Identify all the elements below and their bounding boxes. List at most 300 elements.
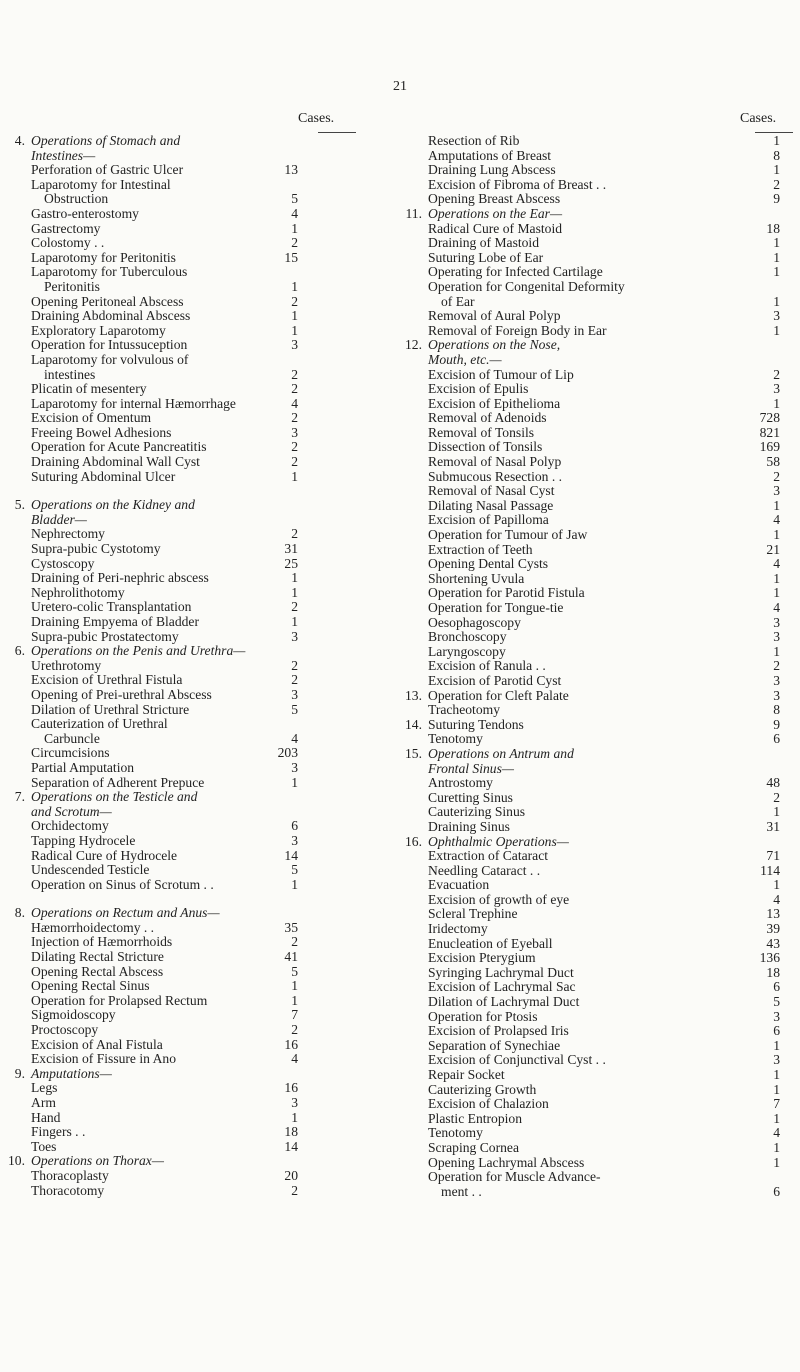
- operation-row: [405, 732, 797, 747]
- right-rows: [405, 134, 797, 1199]
- operation-label: Nephrectomy: [31, 526, 105, 542]
- operation-label: of Ear: [441, 293, 475, 309]
- case-count: 6: [291, 818, 298, 834]
- left-column-header: [8, 112, 400, 134]
- operation-row: [8, 921, 400, 936]
- operation-row: [405, 484, 797, 499]
- operation-label: Laparotomy for Tuberculous: [31, 264, 188, 280]
- operation-row: [8, 222, 400, 237]
- operation-label: Opening of Prei-urethral Abscess: [31, 686, 212, 702]
- operation-label: Excision of Conjunctival Cyst . .: [428, 1052, 606, 1068]
- case-count: 1: [773, 1139, 780, 1155]
- operation-label: Draining of Mastoid: [428, 235, 540, 251]
- operation-row: [8, 571, 400, 586]
- operation-row: [8, 368, 400, 383]
- operation-row: [8, 1008, 400, 1023]
- section-heading: [8, 1154, 400, 1169]
- case-count: 2: [291, 381, 298, 397]
- case-count: 1: [773, 395, 780, 411]
- operation-row: [405, 134, 797, 149]
- case-count: 48: [766, 775, 780, 791]
- operation-row: [8, 819, 400, 834]
- operation-label: Nephrolithotomy: [31, 584, 125, 600]
- operation-row: [405, 1112, 797, 1127]
- case-count: 1: [291, 570, 298, 586]
- case-count: 3: [291, 337, 298, 353]
- operation-label: Urethrotomy: [31, 657, 102, 673]
- section-heading: [405, 207, 797, 222]
- section-title: Operations on the Nose,: [428, 337, 561, 353]
- operation-row: [405, 528, 797, 543]
- case-count: 1: [291, 278, 298, 294]
- section-number: 9.: [14, 1065, 25, 1081]
- section-title: Operations on Rectum and Anus—: [31, 905, 220, 921]
- operation-label: Operation for Parotid Fistula: [428, 585, 585, 601]
- operation-row: [405, 513, 797, 528]
- operation-label: Hæmorrhoidectomy . .: [31, 919, 155, 935]
- case-count: 1: [291, 978, 298, 994]
- section-title: Amputations—: [31, 1065, 112, 1081]
- cases-heading-right: Cases.: [740, 111, 777, 126]
- operation-label: Excision of Epithelioma: [428, 395, 561, 411]
- case-count: 2: [773, 366, 780, 382]
- operation-label: Perforation of Gastric Ulcer: [31, 162, 184, 178]
- operation-label: Draining of Peri-nephric abscess: [31, 570, 209, 586]
- operation-label: Excision Pterygium: [428, 950, 536, 966]
- operation-label: Operation for Tumour of Jaw: [428, 527, 588, 543]
- operation-row: [405, 368, 797, 383]
- operation-label: Cauterizing Growth: [428, 1081, 537, 1097]
- operation-row: [8, 776, 400, 791]
- case-count: 58: [766, 454, 780, 470]
- operation-label: Toes: [31, 1138, 57, 1154]
- case-count: 71: [766, 848, 780, 864]
- operation-row: [405, 995, 797, 1010]
- case-count: 8: [773, 702, 780, 718]
- section-number: 8.: [14, 905, 25, 921]
- section-heading: [8, 906, 400, 921]
- case-count: 1: [773, 235, 780, 251]
- operation-label: Excision of Epulis: [428, 381, 529, 397]
- operation-row: [405, 382, 797, 397]
- operation-row: [405, 557, 797, 572]
- operation-label: Repair Socket: [428, 1067, 505, 1082]
- case-count: 3: [773, 687, 780, 703]
- case-count: 1: [291, 876, 298, 892]
- case-count: 13: [766, 906, 780, 922]
- section-heading: [8, 644, 400, 659]
- operation-label: Extraction of Teeth: [428, 541, 533, 557]
- right-column-header: [405, 112, 797, 134]
- case-count: 4: [291, 730, 298, 746]
- operation-label: Exploratory Laparotomy: [31, 322, 166, 338]
- operation-row: [405, 1053, 797, 1068]
- operation-label: Iridectomy: [428, 921, 488, 937]
- case-count: 5: [291, 862, 298, 878]
- operation-row: [8, 863, 400, 878]
- case-count: 2: [291, 366, 298, 382]
- operation-row: [405, 236, 797, 251]
- operation-row: [8, 324, 400, 339]
- operation-label: Operation for Acute Pancreatitis: [31, 439, 207, 455]
- operation-row: [405, 295, 797, 310]
- case-count: 4: [773, 891, 780, 907]
- operation-label: Operating for Infected Cartilage: [428, 264, 603, 280]
- case-count: 15: [284, 249, 298, 265]
- section-number: 7.: [14, 789, 25, 805]
- operation-row: [8, 455, 400, 470]
- case-count: 6: [773, 731, 780, 747]
- operation-row: [8, 251, 400, 266]
- case-count: 203: [277, 745, 298, 761]
- operation-row: [405, 1185, 797, 1200]
- case-count: 2: [773, 176, 780, 192]
- section-title: Suturing Tendons: [428, 716, 524, 732]
- operation-label: Orchidectomy: [31, 818, 109, 834]
- operation-label: Laparotomy for Intestinal: [31, 176, 171, 192]
- case-count: 2: [291, 672, 298, 688]
- operation-row: [405, 309, 797, 324]
- section-subtitle: Intestines—: [31, 147, 96, 163]
- case-count: 9: [773, 191, 780, 207]
- operation-row: [405, 149, 797, 164]
- operation-row: [8, 353, 400, 368]
- case-count: 1: [773, 264, 780, 280]
- case-count: 3: [773, 483, 780, 499]
- case-count: 4: [291, 205, 298, 221]
- case-count: 25: [284, 555, 298, 571]
- operation-label: Gastro-enterostomy: [31, 205, 139, 221]
- case-count: 1: [291, 322, 298, 338]
- case-count: 3: [773, 1052, 780, 1068]
- operation-row: [8, 280, 400, 295]
- operation-label: Shortening Uvula: [428, 570, 525, 586]
- operation-label: Draining Empyema of Bladder: [31, 614, 199, 629]
- operation-label: Dilation of Urethral Stricture: [31, 701, 190, 717]
- section-title: Operations on the Ear—: [428, 205, 563, 221]
- operation-label: Operation on Sinus of Scrotum . .: [31, 876, 214, 892]
- case-count: 4: [291, 395, 298, 411]
- case-count: 9: [773, 716, 780, 732]
- operation-row: [8, 295, 400, 310]
- operation-row: [8, 630, 400, 645]
- case-count: 41: [284, 949, 298, 965]
- page-number: 21: [393, 79, 407, 94]
- operation-row: [8, 397, 400, 412]
- operation-label: Amputations of Breast: [428, 147, 552, 163]
- case-count: 18: [766, 220, 780, 236]
- case-count: 3: [773, 1008, 780, 1024]
- operation-row: [405, 791, 797, 806]
- operation-row: [405, 674, 797, 689]
- operation-label: Opening Lachrymal Abscess: [428, 1154, 585, 1170]
- case-count: 1: [773, 527, 780, 543]
- operation-label: Tenotomy: [428, 1125, 483, 1141]
- operation-label: Supra-pubic Prostatectomy: [31, 628, 179, 644]
- operation-row: [8, 673, 400, 688]
- case-count: 31: [284, 541, 298, 557]
- operation-row: [8, 994, 400, 1009]
- operation-label: Removal of Aural Polyp: [428, 308, 561, 324]
- operation-label: Operation for Intussuception: [31, 337, 188, 353]
- operation-label: Excision of Papilloma: [428, 512, 549, 528]
- section-heading: [8, 134, 400, 149]
- case-count: 16: [284, 1080, 298, 1096]
- operation-row: [405, 645, 797, 660]
- operation-row: [8, 717, 400, 732]
- case-count: 20: [284, 1167, 298, 1183]
- operation-row: [8, 950, 400, 965]
- operation-row: [8, 1038, 400, 1053]
- operation-label: Opening Dental Cysts: [428, 556, 549, 572]
- operation-label: Excision of Urethral Fistula: [31, 672, 183, 688]
- case-count: 2: [773, 468, 780, 484]
- operation-label: Excision of Fibroma of Breast . .: [428, 176, 607, 192]
- operation-label: Opening Peritoneal Abscess: [31, 293, 184, 309]
- operation-label: Separation of Adherent Prepuce: [31, 774, 205, 790]
- case-count: 2: [291, 293, 298, 309]
- operation-row: [405, 1083, 797, 1098]
- operation-row: [8, 849, 400, 864]
- operation-row: [8, 178, 400, 193]
- case-count: 8: [773, 147, 780, 163]
- case-count: 2: [291, 439, 298, 455]
- operation-row: [8, 236, 400, 251]
- case-count: 2: [291, 1022, 298, 1038]
- section-number: 11.: [405, 205, 422, 221]
- operation-row: [8, 935, 400, 950]
- operation-row: [405, 951, 797, 966]
- section-number: 12.: [405, 337, 422, 353]
- operation-label: Removal of Foreign Body in Ear: [428, 322, 607, 338]
- case-count: 1: [773, 322, 780, 338]
- case-count: 136: [759, 950, 780, 966]
- operation-row: [405, 1024, 797, 1039]
- operation-row: [8, 732, 400, 747]
- operation-row: [8, 834, 400, 849]
- operation-label: Arm: [31, 1095, 56, 1110]
- case-count: 1: [291, 308, 298, 324]
- operation-row: [405, 265, 797, 280]
- left-column: [8, 112, 400, 1198]
- case-count: 3: [291, 1095, 298, 1110]
- case-count: 31: [766, 818, 780, 834]
- operation-label: Fingers . .: [31, 1124, 86, 1140]
- case-count: 1: [773, 497, 780, 513]
- operation-label: Radical Cure of Hydrocele: [31, 847, 178, 863]
- section-number: 15.: [405, 745, 422, 761]
- operation-row: [8, 163, 400, 178]
- operation-row: [405, 572, 797, 587]
- operation-row: [8, 659, 400, 674]
- operation-label: Antrostomy: [428, 775, 493, 791]
- section-number: 4.: [14, 133, 25, 148]
- operation-label: Evacuation: [428, 877, 490, 893]
- operation-label: Tapping Hydrocele: [31, 832, 136, 848]
- spacer: [8, 892, 400, 906]
- operation-label: Plastic Entropion: [428, 1110, 523, 1126]
- section-heading: [8, 1067, 400, 1082]
- operation-row: [405, 616, 797, 631]
- case-count: 7: [773, 1096, 780, 1112]
- case-count: 3: [773, 308, 780, 324]
- case-count: 1: [773, 585, 780, 601]
- operation-label: Removal of Nasal Cyst: [428, 483, 555, 499]
- operation-row: [405, 251, 797, 266]
- case-count: 3: [291, 628, 298, 644]
- case-count: 5: [773, 994, 780, 1010]
- operation-label: Operation for Tongue-tie: [428, 600, 564, 615]
- case-count: 1: [773, 1110, 780, 1126]
- operation-row: [405, 178, 797, 193]
- operation-row: [405, 893, 797, 908]
- operation-label: Opening Rectal Sinus: [31, 978, 150, 994]
- case-count: 43: [766, 935, 780, 951]
- operation-row: [8, 557, 400, 572]
- case-count: 39: [766, 921, 780, 937]
- operation-row: [405, 324, 797, 339]
- case-count: 1: [291, 992, 298, 1008]
- operation-row: [405, 499, 797, 514]
- section-heading: [405, 718, 797, 733]
- section-heading: [405, 689, 797, 704]
- case-count: 7: [291, 1007, 298, 1023]
- operation-row: [405, 192, 797, 207]
- case-count: 5: [291, 701, 298, 717]
- operation-row: [8, 192, 400, 207]
- case-count: 1: [773, 804, 780, 820]
- case-count: 728: [759, 410, 780, 426]
- case-count: 6: [773, 979, 780, 995]
- operation-label: Operation for Prolapsed Rectum: [31, 992, 208, 1008]
- operation-row: [405, 907, 797, 922]
- operation-label: Draining Abdominal Wall Cyst: [31, 454, 200, 470]
- section-heading: [405, 338, 797, 353]
- right-column: [405, 112, 797, 1199]
- operation-row: [405, 280, 797, 295]
- operation-label: Uretero-colic Transplantation: [31, 599, 192, 615]
- case-count: 1: [773, 293, 780, 309]
- operation-label: Freeing Bowel Adhesions: [31, 424, 172, 440]
- left-rows: [8, 134, 400, 1198]
- operation-row: [8, 1052, 400, 1067]
- operation-label: Scraping Cornea: [428, 1139, 519, 1155]
- operation-row: [8, 1096, 400, 1111]
- section-number: 5.: [14, 497, 25, 513]
- case-count: 2: [291, 599, 298, 615]
- section-title: Operations on the Kidney and: [31, 497, 195, 513]
- section-number: 14.: [405, 716, 422, 732]
- case-count: 4: [773, 1125, 780, 1141]
- case-count: 14: [284, 1138, 298, 1154]
- case-count: 3: [291, 424, 298, 440]
- case-count: 1: [773, 1081, 780, 1097]
- operation-label: Partial Amputation: [31, 759, 135, 775]
- operation-label: Cauterization of Urethral: [31, 716, 168, 732]
- operation-label: Tracheotomy: [428, 702, 500, 718]
- operation-row: [405, 878, 797, 893]
- operation-label: Legs: [31, 1080, 58, 1096]
- operation-label: Carbuncle: [44, 730, 100, 746]
- case-count: 2: [773, 789, 780, 805]
- case-count: 1: [773, 162, 780, 178]
- operation-label: Tenotomy: [428, 731, 483, 747]
- case-count: 1: [773, 877, 780, 893]
- case-count: 3: [773, 614, 780, 630]
- operation-row: [405, 980, 797, 995]
- section-subtitle: Bladder—: [31, 511, 87, 527]
- operation-row: [405, 1170, 797, 1185]
- case-count: 2: [291, 526, 298, 542]
- operation-row: [8, 542, 400, 557]
- operation-row: [8, 527, 400, 542]
- operation-label: intestines: [44, 366, 96, 382]
- section-subtitle: and Scrotum—: [31, 803, 112, 819]
- case-count: 6: [773, 1023, 780, 1039]
- operation-row: [405, 1097, 797, 1112]
- case-count: 2: [291, 410, 298, 426]
- section-title: Operations on Thorax—: [31, 1153, 164, 1169]
- operation-label: Dilating Nasal Passage: [428, 497, 554, 513]
- case-count: 2: [291, 235, 298, 251]
- case-count: 6: [773, 1183, 780, 1199]
- operation-row: [8, 1184, 400, 1199]
- operation-label: Scleral Trephine: [428, 906, 518, 922]
- operation-row: [405, 966, 797, 981]
- case-count: 3: [773, 672, 780, 688]
- operation-row: [405, 659, 797, 674]
- operation-label: Cauterizing Sinus: [428, 804, 526, 820]
- operation-row: [405, 601, 797, 616]
- section-number: 10.: [8, 1153, 25, 1169]
- case-count: 821: [759, 424, 780, 440]
- operation-label: Undescended Testicle: [31, 862, 150, 878]
- operation-label: Laparotomy for internal Hæmorrhage: [31, 395, 236, 411]
- operation-label: Excision of Anal Fistula: [31, 1036, 163, 1052]
- operation-row: [8, 440, 400, 455]
- section-title: Operations on the Testicle and: [31, 789, 198, 805]
- operation-row: [8, 265, 400, 280]
- case-count: 14: [284, 847, 298, 863]
- operation-label: Syringing Lachrymal Duct: [428, 964, 574, 980]
- case-count: 1: [291, 614, 298, 629]
- operation-label: Enucleation of Eyeball: [428, 935, 553, 951]
- operation-row: [405, 864, 797, 879]
- operation-label: Needling Cataract . .: [428, 862, 541, 878]
- operation-row: [405, 849, 797, 864]
- operation-label: Excision of Fissure in Ano: [31, 1051, 176, 1067]
- case-count: 114: [760, 862, 780, 878]
- operation-row: [8, 703, 400, 718]
- case-count: 2: [291, 657, 298, 673]
- operation-label: Cystoscopy: [31, 555, 95, 571]
- operation-label: Separation of Synechiae: [428, 1037, 561, 1053]
- operation-row: [8, 470, 400, 485]
- operation-label: Supra-pubic Cystotomy: [31, 541, 161, 557]
- operation-row: [8, 615, 400, 630]
- case-count: 1: [773, 133, 780, 148]
- operation-label: Laparotomy for Peritonitis: [31, 249, 176, 265]
- operation-row: [405, 411, 797, 426]
- operation-label: Operation for Ptosis: [428, 1008, 538, 1024]
- case-count: 4: [291, 1051, 298, 1067]
- operation-label: Oesophagoscopy: [428, 614, 521, 630]
- operation-label: Opening Rectal Abscess: [31, 963, 164, 979]
- operation-row: [8, 600, 400, 615]
- case-count: 18: [284, 1124, 298, 1140]
- section-heading: [405, 835, 797, 850]
- case-count: 16: [284, 1036, 298, 1052]
